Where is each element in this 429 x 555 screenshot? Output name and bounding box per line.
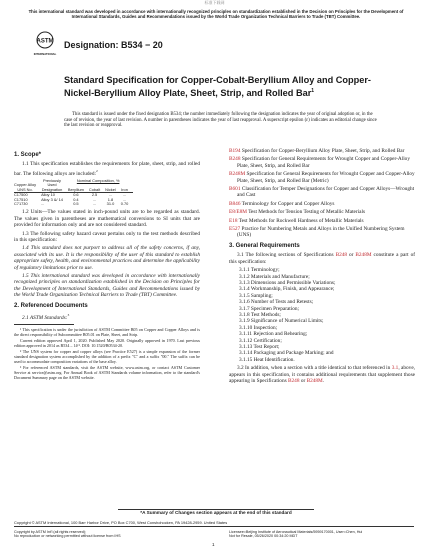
list-item: 3.1.8 Test Methods;	[239, 311, 281, 318]
ref-b601: B601 Classification for Temper Designations for Copper and Copper Alloys—Wrought and Cast	[229, 186, 415, 199]
top-note: This international standard was developed in accordance with internationally recognized principles on standardization established in the Decision on Principles for the Development of International Standards, Guides and Recommendations issued by the World Trade Organization Technical Barriers to Trade (TBT) Committee.	[28, 9, 404, 20]
designation: Designation: B534 − 20	[64, 40, 163, 50]
list-item: 3.1.12 Certification;	[239, 337, 282, 344]
footnote-3: ³ For referenced ASTM standards, visit the ASTM website, www.astm.org, or contact ASTM Customer Service at service@astm.org. For Annual Book of ASTM Standards volume information, refer to the standard's Document Summary page on the ASTM website.	[14, 365, 200, 381]
table-row: C17500 Alloy 10 0.6 2.5 ... ...	[14, 192, 127, 198]
ref-link[interactable]: B846	[229, 200, 241, 207]
summary-of-changes-note: *A Summary of Changes section appears at the end of this standard	[140, 510, 292, 515]
list-item: 3.1.4 Workmanship, Finish, and Appearance;	[239, 286, 335, 293]
list-item: 3.1.7 Specimen Preparation;	[239, 305, 300, 312]
table-row: C71730 ... 0.5 ... 31.0 0.70	[14, 201, 129, 207]
ref-link[interactable]: B248	[335, 252, 348, 259]
paragraph-1-3: 1.3 The following safety hazard caveat pertains only to the test methods described in this specification:	[14, 230, 200, 244]
ref-b248m: B248M Specification for General Requirements for Wrought Copper and Copper-Alloy Plate, Sheet, Strip, and Rolled Bar (Metric)	[229, 171, 415, 184]
paragraph-1-5: 1.5 This international standard was developed in accordance with internationally recognized principles on standardization established in the Decision on Principles for the Development of International Standards, Guides and Recommendations issued by the World Trade Organization Technical Barriers to Trade (TBT) Committee.	[14, 273, 200, 299]
paragraph-1-2: 1.2 Units—The values stated in inch-pound units are to be regarded as standard. The values given in parentheses are mathematical conversions to SI units that are provided for information only and are not considered standard.	[14, 209, 200, 229]
ref-b194: B194 Specification for Copper-Beryllium Alloy Plate, Sheet, Strip, and Rolled Bar	[229, 148, 405, 154]
paragraph-3-1: 3.1 The following sections of Specifications B248 or B248M constitute a part of this specification:	[229, 252, 415, 265]
footnote-1: ¹ This specification is under the jurisdiction of ASTM Committee B05 on Copper and Copper Alloys and is the direct responsibility of Subcommittee B05.01 on Plate, Sheet, and Strip.	[14, 327, 200, 338]
ref-link[interactable]: B248	[288, 378, 300, 384]
alloy-table: Previously Nominal Composition, % Copper Alloy Used UNS No. Designation Beryllium Cobalt Nickel Iron C17500 Alloy 10 0.6 2.5 ... ... C17510 Alloy 3 &/ 14 0.4 ... 1.8 ... C71730 ... 0.5 ... 31.0 0.70	[14, 179, 133, 206]
footnote-edition: Current edition approved April 1, 2020. Published May 2020. Originally approved in 1970. Last previous edition approved in 2014 as B534 – 14ᵉ¹. DOI: 10.1520/B0534-20.	[14, 338, 200, 349]
paragraph-3-2: 3.2 In addition, when a section with a title identical to that referenced in 3.1, above, appears in this specification, it contains additional requirements that supplement those appearing in Specifications B248 or B248M.	[229, 365, 416, 384]
footer-divider	[14, 526, 414, 527]
ref-link[interactable]: E8/E8M	[229, 209, 247, 216]
ref-link[interactable]: E18	[229, 217, 238, 224]
list-item: 3.1.14 Packaging and Package Marking; and	[239, 350, 334, 357]
footnote-2: ² The UNS system for copper and copper alloys (see Practice E527) is a simple expansion of the former standard designation system accomplished by the addition of a prefix "C" and a suffix "00." The suffix can be used to accommodate composition variations of the base alloy.	[14, 349, 200, 365]
astm-logo	[33, 31, 57, 59]
svg-text:ASTM: ASTM	[36, 38, 54, 45]
ref-link[interactable]: B248M	[306, 378, 323, 384]
ref-b846: B846 Terminology for Copper and Copper Alloys	[229, 200, 335, 207]
table-row: C17510 Alloy 3 &/ 14 0.4 ... 1.8 ...	[14, 196, 127, 202]
footer-license-left: Copyright by ASTM Int'l (all rights reserved); No reproduction or networking permitted without license from IHS	[14, 530, 121, 539]
ref-link[interactable]: B248M	[355, 252, 372, 259]
list-item: 3.1.11 Rejection and Rehearing;	[239, 331, 308, 338]
list-item: 3.1.13 Test Report;	[239, 343, 280, 350]
referenced-documents-heading: 2. Referenced Documents	[14, 302, 88, 309]
list-item: 3.1.2 Materials and Manufacture;	[239, 273, 310, 280]
ref-link[interactable]: B248	[229, 156, 241, 163]
requirements-list	[229, 267, 415, 363]
ref-e527: E527 Practice for Numbering Metals and Alloys in the Unified Numbering System (UNS)	[229, 226, 405, 239]
document-title: Standard Specification for Copper-Cobalt-Beryllium Alloy and Copper-Nickel-Beryllium Alloy Plate, Sheet, Strip, and Rolled Bar$^1$	[64, 75, 371, 98]
list-item: 3.1.1 Terminology;	[239, 267, 280, 274]
list-item: 3.1.15 Heat Identification.	[239, 356, 295, 363]
ref-link[interactable]: E527	[229, 226, 241, 233]
paragraph-1-4: 1.4 This standard does not purport to address all of the safety concerns, if any, associated with its use. It is the responsibility of the user of this standard to establish appropriate safety, health, and environmental practices and determine the applicability of regulatory limitations prior to use.	[14, 245, 200, 271]
ref-e8: E8/E8M Test Methods for Tension Testing of Metallic Materials	[229, 209, 366, 216]
footer-license-right: Licensee=Beijing Institute of Aeronautical Materials/5959170001, User=Chen, Hui Not for Resale, 05/26/2020 00:34:20 MDT	[229, 530, 363, 539]
list-item: 3.1.5 Sampling;	[239, 292, 273, 299]
list-item: 3.1.9 Significance of Numerical Limits;	[239, 318, 324, 325]
list-item: 3.1.10 Inspection;	[239, 324, 278, 331]
copyright-line: Copyright © ASTM International, 100 Barr Harbor Drive, PO Box C700, West Conshohocken, PA 19428-2959. United States	[14, 520, 228, 525]
ref-link[interactable]: B194	[229, 148, 241, 154]
ref-e18: E18 Test Methods for Rockwell Hardness of Metallic Materials	[229, 217, 364, 224]
watermark: 标准下载网	[204, 0, 225, 5]
standard-note: This standard is issued under the fixed designation B534; the number immediately following the designation indicates the year of original adoption or, in the case of revision, the year of last revision. A number in parentheses indicates the year of last reapproval. A superscript epsilon (ε) indicates an editorial change since the last revision or reapproval.	[64, 112, 377, 129]
ref-link[interactable]: 3.1	[391, 365, 399, 372]
logo-text: INTERNATIONAL	[33, 52, 57, 56]
paragraph-2-1: 2.1 ASTM Standards:$^3$	[22, 313, 70, 321]
list-item: 3.1.3 Dimensions and Permissible Variations;	[239, 279, 336, 286]
list-item: 3.1.6 Number of Tests and Retests;	[239, 299, 314, 306]
ref-link[interactable]: B601	[229, 186, 241, 193]
page-number: 1	[212, 542, 215, 547]
general-requirements-heading: 3. General Requirements	[229, 242, 300, 249]
footnote-divider	[14, 324, 74, 325]
left-column	[14, 148, 200, 381]
scope-heading: 1. Scope*	[14, 152, 42, 158]
ref-link[interactable]: B248M	[229, 171, 246, 178]
right-column	[229, 148, 415, 386]
ref-b248: B248 Specification for General Requirements for Wrought Copper and Copper-Alloy Plate, Sheet, Strip, and Rolled Bar	[229, 156, 410, 169]
paragraph-1-1: 1.1 This specification establishes the requirements for plate, sheet, strip, and rolled bar. The following alloys are included:$^2$	[14, 161, 200, 177]
